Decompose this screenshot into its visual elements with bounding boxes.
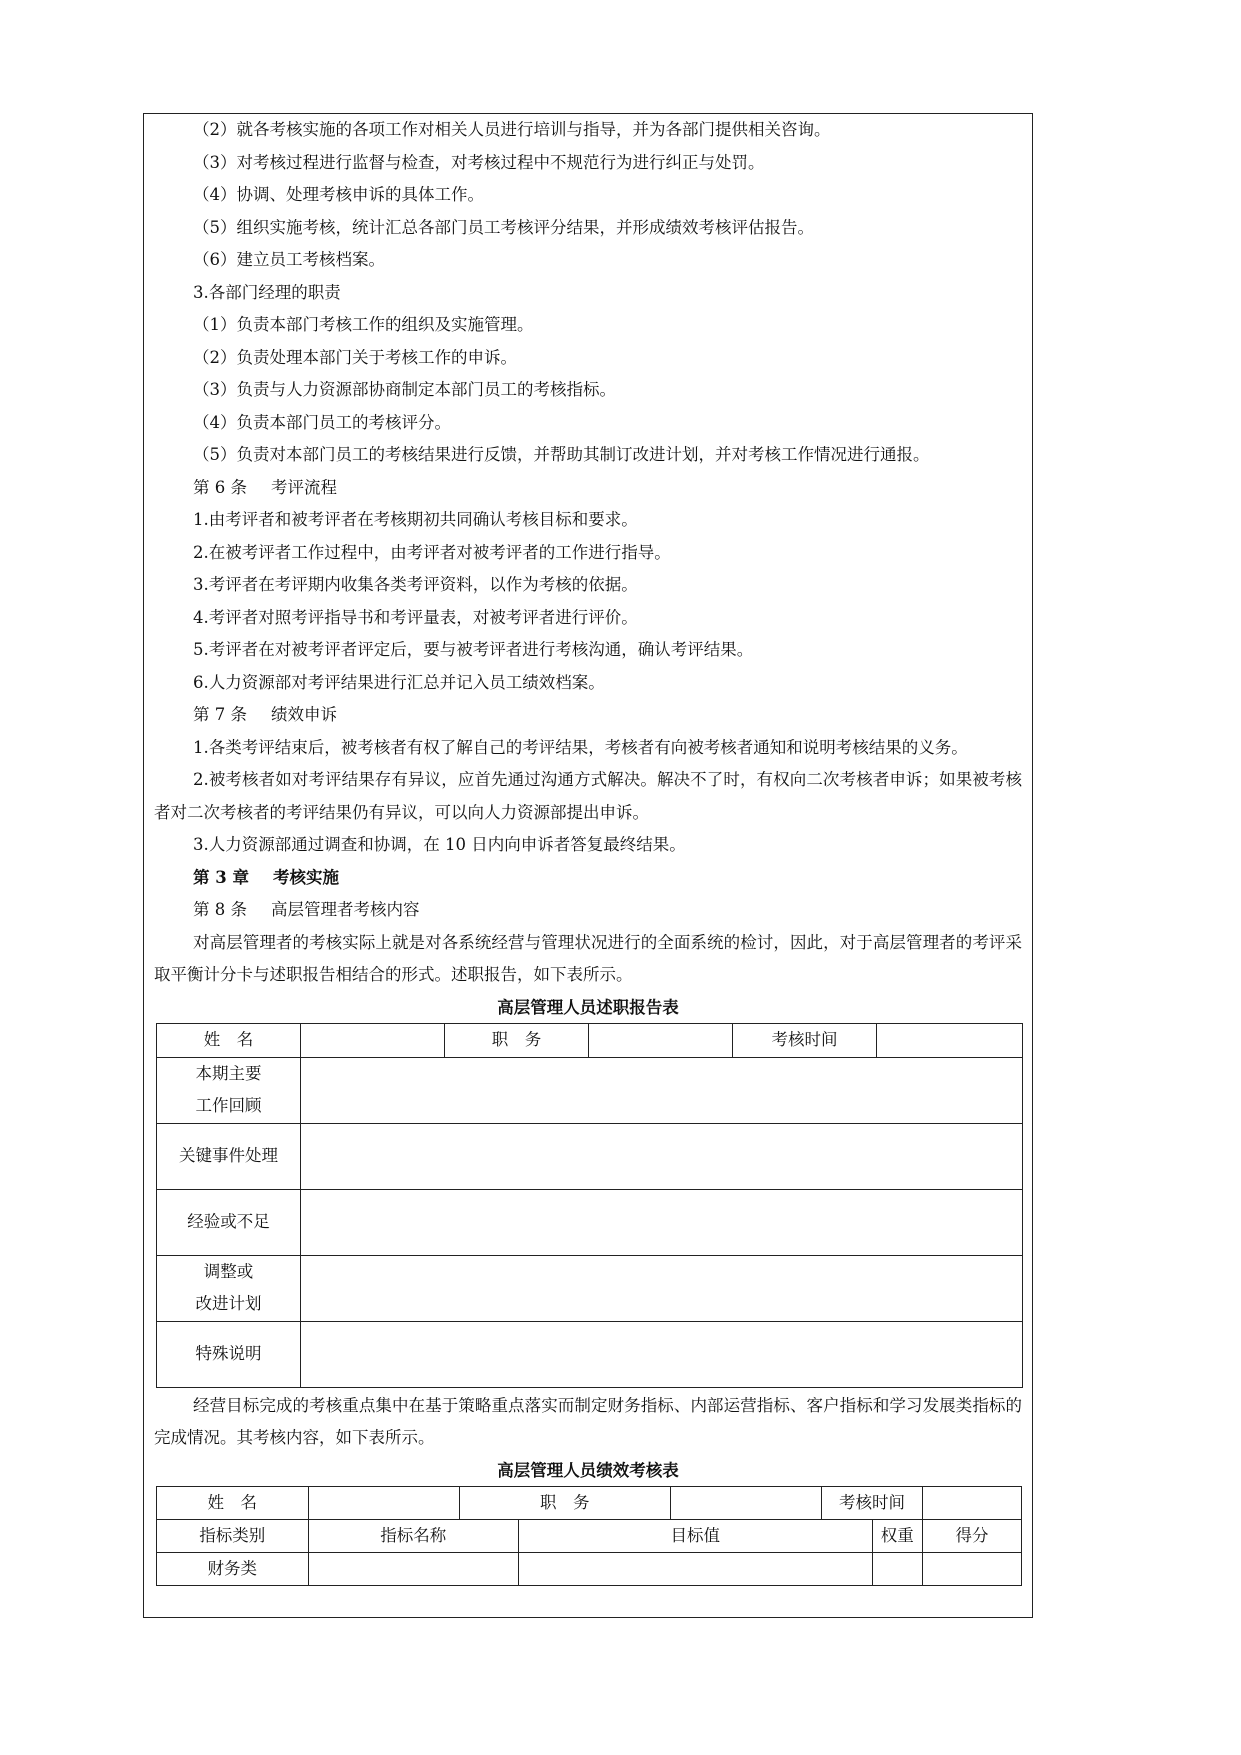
paragraph: 经营目标完成的考核重点集中在基于策略重点落实而制定财务指标、内部运营指标、客户指标和学习发展类指标的完成情况。其考核内容，如下表所示。 <box>154 1395 1022 1447</box>
header-cell: 得分 <box>923 1519 1022 1552</box>
category-cell: 财务类 <box>157 1552 309 1585</box>
article-number: 第 7 条 <box>193 705 247 724</box>
flow-item: 6.人力资源部对考评结果进行汇总并记入员工绩效档案。 <box>193 672 605 692</box>
input-cell[interactable] <box>301 1189 1023 1255</box>
input-cell[interactable] <box>301 1321 1023 1387</box>
paragraph: （2）负责处理本部门关于考核工作的申诉。 <box>193 347 517 367</box>
position-label: 职 务 <box>445 1023 589 1057</box>
document-content <box>154 114 1022 1586</box>
row-label: 关键事件处理 <box>157 1123 301 1189</box>
article-title: 考评流程 <box>271 477 337 497</box>
article-8-heading <box>154 894 1022 927</box>
article-number: 第 6 条 <box>193 477 247 497</box>
time-label: 考核时间 <box>822 1486 923 1519</box>
paragraph: 对高层管理者的考核实际上就是对各系统经营与管理状况进行的全面系统的检讨，因此，对于高层管理者的考评采取平衡计分卡与述职报告相结合的形式。述职报告，如下表所示。 <box>154 932 1022 984</box>
table-row <box>157 1486 1022 1519</box>
table-title: 高层管理人员绩效考核表 <box>497 1460 679 1480</box>
row-label: 特殊说明 <box>157 1321 301 1387</box>
header-cell: 目标值 <box>518 1519 872 1552</box>
name-cell[interactable] <box>301 1023 445 1057</box>
row-label: 经验或不足 <box>157 1189 301 1255</box>
name-label: 姓 名 <box>157 1486 309 1519</box>
paragraph: （1）负责本部门考核工作的组织及实施管理。 <box>193 315 534 334</box>
article-7-heading <box>154 699 1022 732</box>
input-cell[interactable] <box>923 1552 1022 1585</box>
position-cell[interactable] <box>589 1023 733 1057</box>
name-label: 姓 名 <box>157 1023 301 1057</box>
document-frame <box>143 113 1033 1618</box>
header-cell: 指标类别 <box>157 1519 309 1552</box>
input-cell[interactable] <box>872 1552 923 1585</box>
row-label <box>157 1255 301 1321</box>
article-title: 绩效申诉 <box>271 705 337 724</box>
input-cell[interactable] <box>301 1057 1023 1123</box>
paragraph: （5）负责对本部门员工的考核结果进行反馈，并帮助其制订改进计划，并对考核工作情况进行通报。 <box>193 445 930 464</box>
paragraph: （6）建立员工考核档案。 <box>193 250 385 269</box>
input-cell[interactable] <box>301 1255 1023 1321</box>
appeal-item: 1.各类考评结束后，被考核者有权了解自己的考评结果，考核者有向被考核者通知和说明考核结果的义务。 <box>193 737 968 757</box>
chapter-title: 考核实施 <box>272 867 339 887</box>
article-number: 第 8 条 <box>193 900 247 919</box>
table-row <box>157 1189 1023 1255</box>
table-header-row <box>157 1519 1022 1552</box>
table-title: 高层管理人员述职报告表 <box>497 997 679 1017</box>
subheading: 3.各部门经理的职责 <box>193 282 341 302</box>
name-cell[interactable] <box>308 1486 460 1519</box>
row-label <box>157 1057 301 1123</box>
flow-item: 5.考评者在对被考评者评定后，要与被考评者进行考核沟通，确认考评结果。 <box>193 640 754 659</box>
input-cell[interactable] <box>301 1123 1023 1189</box>
table-row <box>157 1023 1023 1057</box>
paragraph: （4）负责本部门员工的考核评分。 <box>193 412 451 432</box>
input-cell[interactable] <box>308 1552 518 1585</box>
row-label-line: 调整或 <box>203 1262 254 1281</box>
table-row <box>157 1123 1023 1189</box>
paragraph: （3）负责与人力资源部协商制定本部门员工的考核指标。 <box>193 380 616 399</box>
position-cell[interactable] <box>670 1486 822 1519</box>
appeal-item: 3.人力资源部通过调查和协调，在 10 日内向申诉者答复最终结果。 <box>193 835 686 854</box>
row-label-line: 本期主要 <box>195 1064 262 1083</box>
table-row <box>157 1255 1023 1321</box>
flow-item: 1.由考评者和被考评者在考核期初共同确认考核目标和要求。 <box>193 510 638 529</box>
report-table <box>156 1023 1023 1388</box>
article-6-heading <box>154 472 1022 505</box>
flow-item: 2.在被考评者工作过程中，由考评者对被考评者的工作进行指导。 <box>193 542 671 562</box>
row-label-line: 改进计划 <box>195 1294 262 1313</box>
input-cell[interactable] <box>518 1552 872 1585</box>
flow-item: 4.考评者对照考评指导书和考评量表，对被考评者进行评价。 <box>193 607 638 627</box>
flow-item: 3.考评者在考评期内收集各类考评资料，以作为考核的依据。 <box>193 575 638 594</box>
article-title: 高层管理者考核内容 <box>271 900 420 919</box>
position-label: 职 务 <box>460 1486 670 1519</box>
row-label-line: 工作回顾 <box>195 1096 262 1115</box>
chapter-number: 第 3 章 <box>193 867 249 887</box>
responsibilities-section <box>154 114 1022 472</box>
time-cell[interactable] <box>923 1486 1022 1519</box>
paragraph: （3）对考核过程进行监督与检查，对考核过程中不规范行为进行纠正与处罚。 <box>193 152 765 172</box>
table-row <box>157 1552 1022 1585</box>
performance-table <box>156 1486 1022 1586</box>
table-row <box>157 1321 1023 1387</box>
chapter-3-heading <box>154 862 1022 895</box>
paragraph: （2）就各考核实施的各项工作对相关人员进行培训与指导，并为各部门提供相关咨询。 <box>193 120 831 139</box>
time-cell[interactable] <box>877 1023 1023 1057</box>
header-cell: 权重 <box>872 1519 923 1552</box>
header-cell: 指标名称 <box>308 1519 518 1552</box>
time-label: 考核时间 <box>733 1023 877 1057</box>
paragraph: （5）组织实施考核，统计汇总各部门员工考核评分结果，并形成绩效考核评估报告。 <box>193 217 814 237</box>
table-row <box>157 1057 1023 1123</box>
paragraph: （4）协调、处理考核申诉的具体工作。 <box>193 185 484 204</box>
appeal-item: 2.被考核者如对考评结果存有异议，应首先通过沟通方式解决。解决不了时，有权向二次考核者申诉；如果被考核者对二次考核者的考评结果仍有异议，可以向人力资源部提出申诉。 <box>154 770 1022 822</box>
